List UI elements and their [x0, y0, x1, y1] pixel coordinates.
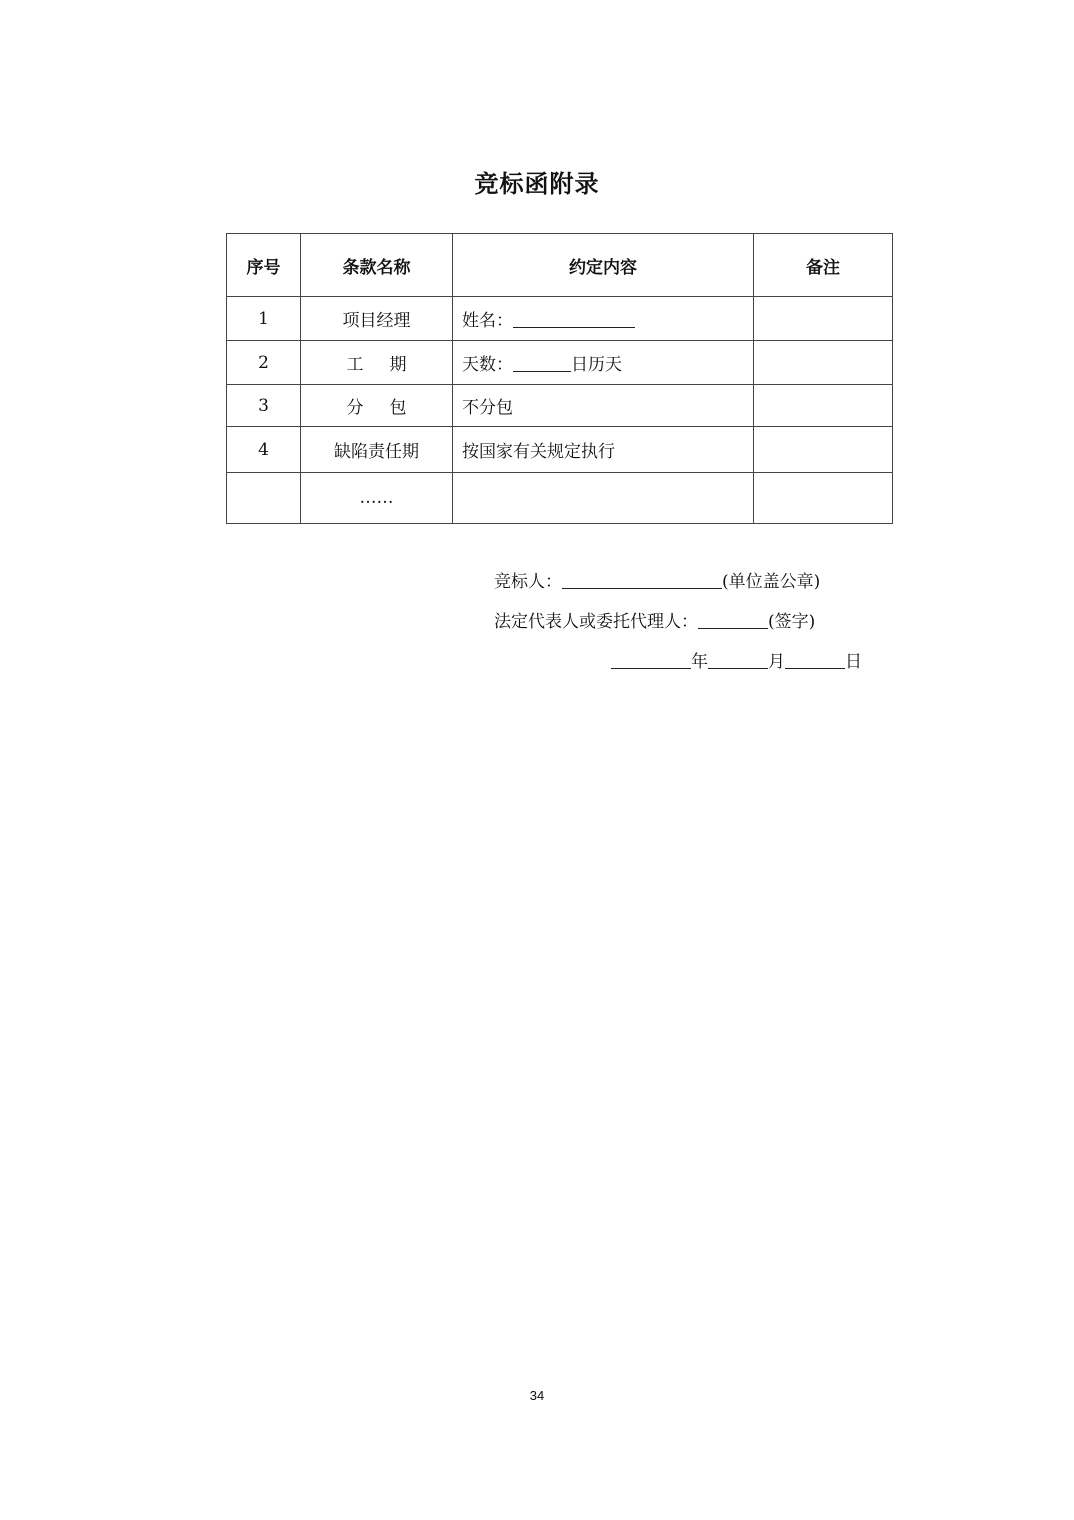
- fill-blank-month: [708, 651, 768, 669]
- representative-sign-note: (签字): [768, 612, 816, 632]
- representative-line: [494, 607, 815, 632]
- cell-note: [754, 473, 893, 524]
- cell-content: [453, 297, 754, 341]
- cell-item: [301, 341, 453, 385]
- cell-note: [754, 341, 893, 385]
- cell-content: [453, 473, 754, 524]
- table-row: [227, 297, 893, 341]
- bidder-seal-note: (单位盖公章): [722, 572, 821, 592]
- table-header-row: [227, 234, 893, 297]
- header-note: 备注: [754, 234, 893, 297]
- header-content: 约定内容: [453, 234, 754, 297]
- fill-blank-day: [785, 651, 845, 669]
- cell-no: 4: [227, 427, 301, 473]
- cell-item: ……: [301, 473, 453, 524]
- table-row: [227, 341, 893, 385]
- cell-no: 1: [227, 297, 301, 341]
- cell-content: 按国家有关规定执行: [453, 427, 754, 473]
- content-unit: 日历天: [571, 355, 622, 375]
- table-row: [227, 427, 893, 473]
- item-label: 分包: [346, 398, 433, 418]
- appendix-table: [226, 233, 893, 524]
- date-line: [611, 647, 862, 672]
- month-label: 月: [768, 652, 785, 672]
- year-label: 年: [691, 652, 708, 672]
- bidder-label: 竞标人：: [494, 572, 562, 592]
- cell-item: 缺陷责任期: [301, 427, 453, 473]
- representative-label: 法定代表人或委托代理人：: [494, 612, 698, 632]
- fill-blank-representative: [698, 611, 768, 629]
- cell-note: [754, 297, 893, 341]
- table-row: [227, 473, 893, 524]
- header-item: 条款名称: [301, 234, 453, 297]
- bidder-line: [494, 567, 820, 592]
- cell-no: 2: [227, 341, 301, 385]
- fill-blank-days: [513, 354, 571, 372]
- header-no: 序号: [227, 234, 301, 297]
- cell-note: [754, 427, 893, 473]
- page-number: 34: [529, 1388, 545, 1403]
- cell-content: [453, 341, 754, 385]
- cell-no: [227, 473, 301, 524]
- content-label: 姓名：: [462, 311, 513, 331]
- table-row: [227, 385, 893, 427]
- day-label: 日: [845, 652, 862, 672]
- cell-no: 3: [227, 385, 301, 427]
- cell-content: 不分包: [453, 385, 754, 427]
- content-label: 天数：: [462, 355, 513, 375]
- cell-item: [301, 385, 453, 427]
- item-label: 工期: [346, 355, 433, 375]
- cell-note: [754, 385, 893, 427]
- fill-blank-name: [513, 310, 635, 328]
- cell-item: 项目经理: [301, 297, 453, 341]
- fill-blank-year: [611, 651, 691, 669]
- fill-blank-bidder: [562, 571, 722, 589]
- page-title: 竞标函附录: [474, 170, 600, 198]
